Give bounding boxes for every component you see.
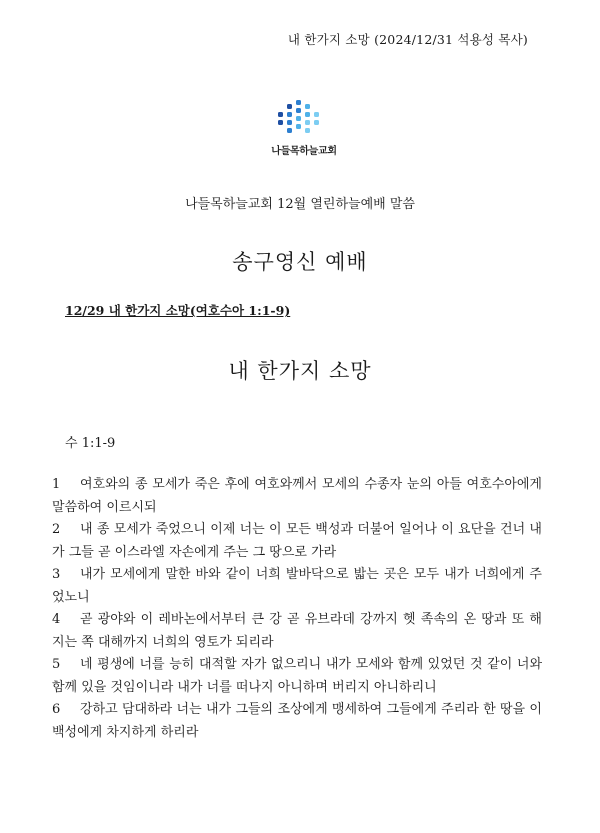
verse-1 bbox=[52, 474, 542, 519]
verse-number: 2 bbox=[52, 522, 61, 537]
verse-2 bbox=[52, 519, 542, 564]
sermon-reference: 12/29 내 한가지 소망(여호수아 1:1-9) bbox=[65, 303, 291, 318]
verse-number: 6 bbox=[52, 702, 61, 717]
verse-number: 4 bbox=[52, 612, 61, 627]
verse-number: 3 bbox=[52, 567, 61, 582]
church-logo bbox=[272, 100, 336, 160]
verse-text: 네 평생에 너를 능히 대적할 자가 없으리니 내가 모세와 함께 있었던 것 같이 너와 함께 있을 것임이니라 내가 너를 떠나지 아니하며 버리지 아니하리니 bbox=[52, 657, 542, 695]
verse-5 bbox=[52, 654, 542, 699]
sermon-title: 내 한가지 소망 bbox=[228, 359, 372, 383]
church-logo-icon bbox=[276, 100, 324, 136]
church-logo-text: 나들목하늘교회 bbox=[271, 146, 337, 157]
verse-text: 내 종 모세가 죽었으니 이제 너는 이 모든 백성과 더불어 일어나 이 요단을 건너 내가 그들 곧 이스라엘 자손에게 주는 그 땅으로 가라 bbox=[52, 522, 542, 560]
verse-text: 내가 모세에게 말한 바와 같이 너희 발바닥으로 밟는 곳은 모두 내가 너희에게 주었노니 bbox=[52, 567, 542, 605]
church-service-line: 나들목하늘교회 12월 열린하늘예배 말씀 bbox=[185, 197, 415, 212]
verse-3 bbox=[52, 564, 542, 609]
verse-text: 강하고 담대하라 너는 내가 그들의 조상에게 맹세하여 그들에게 주리라 한 땅을 이 백성에게 차지하게 하리라 bbox=[52, 702, 542, 740]
verse-6 bbox=[52, 699, 542, 744]
document-header-note: 내 한가지 소망 (2024/12/31 석용성 목사) bbox=[287, 32, 528, 47]
service-title: 송구영신 예배 bbox=[232, 250, 368, 274]
verse-text: 곧 광야와 이 레바논에서부터 큰 강 곧 유브라데 강까지 헷 족속의 온 땅과 또 해 지는 쪽 대해까지 너희의 영토가 되리라 bbox=[52, 612, 542, 650]
verse-4 bbox=[52, 609, 542, 654]
verse-number: 1 bbox=[52, 477, 61, 492]
scripture-passage bbox=[52, 474, 542, 744]
verse-number: 5 bbox=[52, 657, 61, 672]
scripture-reference: 수 1:1-9 bbox=[65, 436, 116, 451]
verse-text: 여호와의 종 모세가 죽은 후에 여호와께서 모세의 수종자 눈의 아들 여호수아에게 말씀하여 이르시되 bbox=[52, 477, 542, 515]
